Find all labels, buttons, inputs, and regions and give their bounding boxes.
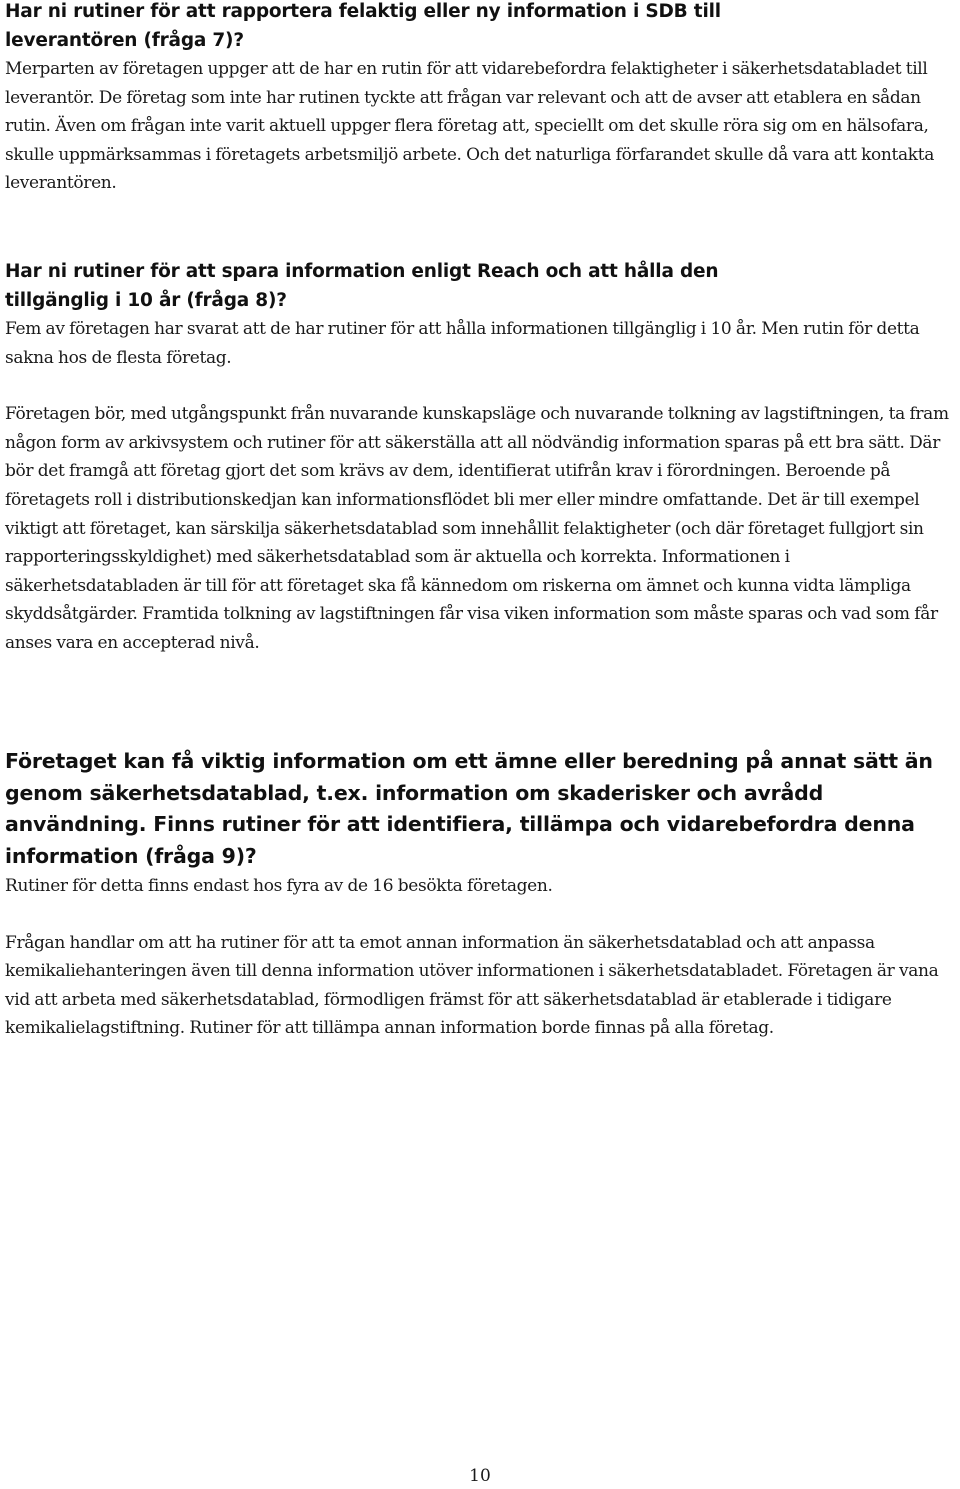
section-question-8 xyxy=(5,257,955,658)
body-paragraph: Fem av företagen har svarat att de har rutiner för att hålla informationen tillgänglig i 10 år. Men rutin för detta sakna hos de flesta företag. xyxy=(5,319,920,368)
body-paragraph: Rutiner för detta finns endast hos fyra av de 16 besökta företagen. xyxy=(5,876,553,896)
section-heading: Företaget kan få viktig information om ett ämne eller beredning på annat sätt än genom säkerhetsdatablad, t.ex. information om skaderisker och avrådd användning. Finns rutiner för att identifiera, tillämpa och vidarebefordra denna information (fråga 9)? xyxy=(5,749,933,868)
body-paragraph: Frågan handlar om att ha rutiner för att ta emot annan information än säkerhetsdatablad och att anpassa kemikaliehanteringen även till denna information utöver informationen i säkerhetsdatabladet. Företagen är vana vid att arbeta med säkerhetsdatablad, förmodligen främst för att säkerhetsdatablad är etablerade i tidigare kemikalielagstiftning. Rutiner för att tillämpa annan information borde finnas på alla företag. xyxy=(5,932,939,1039)
body-paragraph: Företagen bör, med utgångspunkt från nuvarande kunskapsläge och nuvarande tolkning av lagstiftningen, ta fram någon form av arkivsystem och rutiner för att säkerställa att all nödvändig information sparas på ett bra sätt. Där bör det framgå att företag gjort det som krävs av dem, identifierat utifrån krav i förordningen. Beroende på företagets roll i distributionskedjan kan informationsflödet bli mer eller mindre omfattande. Det är till exempel viktigt att företaget, kan särskilja säkerhetsdatablad som innehållit felaktigheter (och där företaget fullgjort sin rapporteringsskyldighet) med säkerhetsdatablad som är aktuella och korrekta. Informationen i säkerhetsdatabladen är till för att företaget ska få kännedom om riskerna om ämnet och kunna vidta lämpliga skyddsåtgärder. Framtida tolkning av lagstiftningen får visa viken information som måste sparas och vad som får anses vara en accepterad nivå. xyxy=(5,404,949,653)
section-heading: Har ni rutiner för att spara information enligt Reach och att hålla den tillgänglig i 10 år (fråga 8)? xyxy=(5,261,719,311)
section-question-7 xyxy=(5,0,955,198)
section-heading: Har ni rutiner för att rapportera felaktig eller ny information i SDB till leverantören (fråga 7)? xyxy=(5,1,721,51)
page-number: 10 xyxy=(469,1466,491,1486)
body-paragraph: Merparten av företagen uppger att de har en rutin för att vidarebefordra felaktigheter i säkerhetsdatabladet till leverantör. De företag som inte har rutinen tyckte att frågan var relevant och att de avser att etablera en sådan rutin. Även om frågan inte varit aktuell uppger flera företag att, speciellt om det skulle röra sig om en hälsofara, skulle uppmärksammas i företagets arbetsmiljö arbete. Och det naturliga förfarandet skulle då vara att kontakta leverantören. xyxy=(5,59,935,194)
section-question-9 xyxy=(5,746,955,1043)
